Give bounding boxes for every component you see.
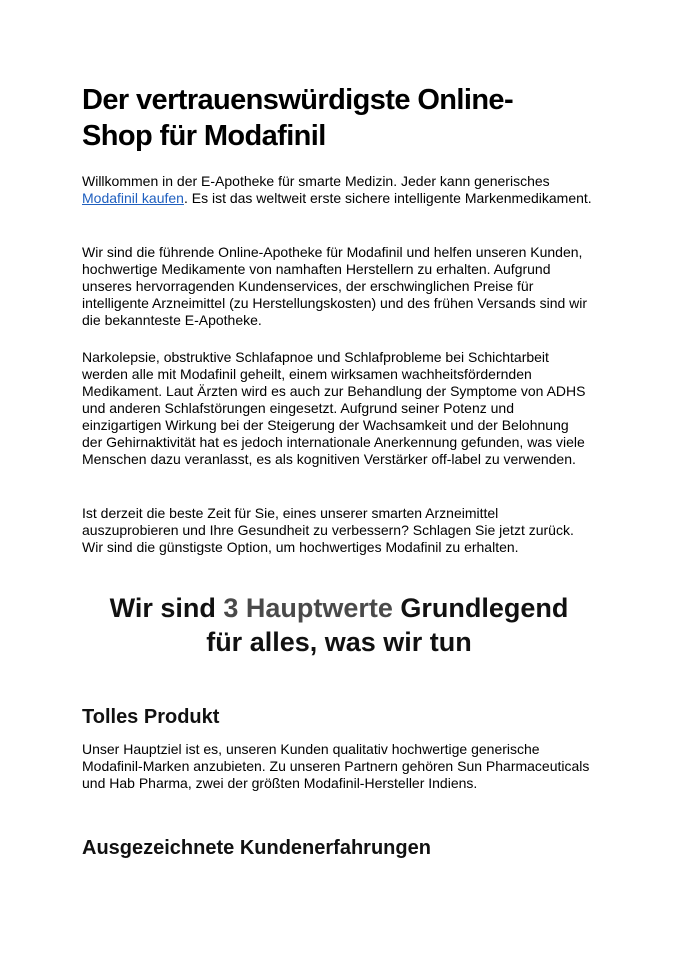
core-values-heading-line2: für alles, was wir tun [206,627,472,657]
intro-text-after-link: . Es ist das weltweit erste sichere intelligente Markenmedikament. [183,190,592,206]
section-text-great-product: Unser Hauptziel ist es, unseren Kunden qualitativ hochwertige generische Modafinil-Marken anzubieten. Zu unseren Partnern gehören Sun Pharmaceuticals und Hab Pharma, zwei der größten Modafinil-Hersteller Indiens. [82,741,590,791]
section-heading-great-product: Tolles Produkt [82,706,220,728]
core-values-heading-part2: Grundlegend [392,593,569,623]
modafinil-kaufen-link[interactable]: Modafinil kaufen [82,190,184,206]
paragraph-narcolepsy: Narkolepsie, obstruktive Schlafapnoe und Schlafprobleme bei Schichtarbeit werden alle mit Modafinil geheilt, einem wirksamen wachheitsfördernden Medikament. Laut Ärzten wird es auch zur Behandlung der Symptome von ADHS und anderen Schlafstörungen eingesetzt. Aufgrund seiner Potenz und einzigartigen Wirkung bei der Steigerung der Wachsamkeit und der Belohnung der Gehirnaktivität hat es jedoch internationale Anerkennung gefunden, was viele Menschen dazu veranlasst, es als kognitiven Verstärker off-label zu verwenden. [82,349,586,467]
section-heading-customer-experience: Ausgezeichnete Kundenerfahrungen [82,837,431,859]
intro-paragraph [82,173,592,207]
page-title-line1: Der vertrauenswürdigste Online- [82,84,514,116]
paragraph-online-pharmacy: Wir sind die führende Online-Apotheke für Modafinil und helfen unseren Kunden, hochwertige Medikamente von namhaften Herstellern zu erhalten. Aufgrund unseres hervorragenden Kundenservices, der erschwinglichen Preise für intelligente Arzneimittel (zu Herstellungskosten) und des frühen Versands sind wir die bekannteste E-Apotheke. [82,244,588,328]
intro-text-before-link: Willkommen in der E-Apotheke für smarte Medizin. Jeder kann generisches [82,173,550,189]
core-values-heading-part1: Wir sind [109,593,224,623]
core-values-heading-accent: 3 Hauptwerte [223,593,393,623]
page-title-line2: Shop für Modafinil [82,120,326,152]
page-title [82,82,602,154]
paragraph-call-to-action: Ist derzeit die beste Zeit für Sie, eines unserer smarten Arzneimittel auszuprobieren und Ihre Gesundheit zu verbessern? Schlagen Sie jetzt zurück. Wir sind die günstigste Option, um hochwertiges Modafinil zu erhalten. [82,505,574,555]
core-values-heading [0,591,678,659]
